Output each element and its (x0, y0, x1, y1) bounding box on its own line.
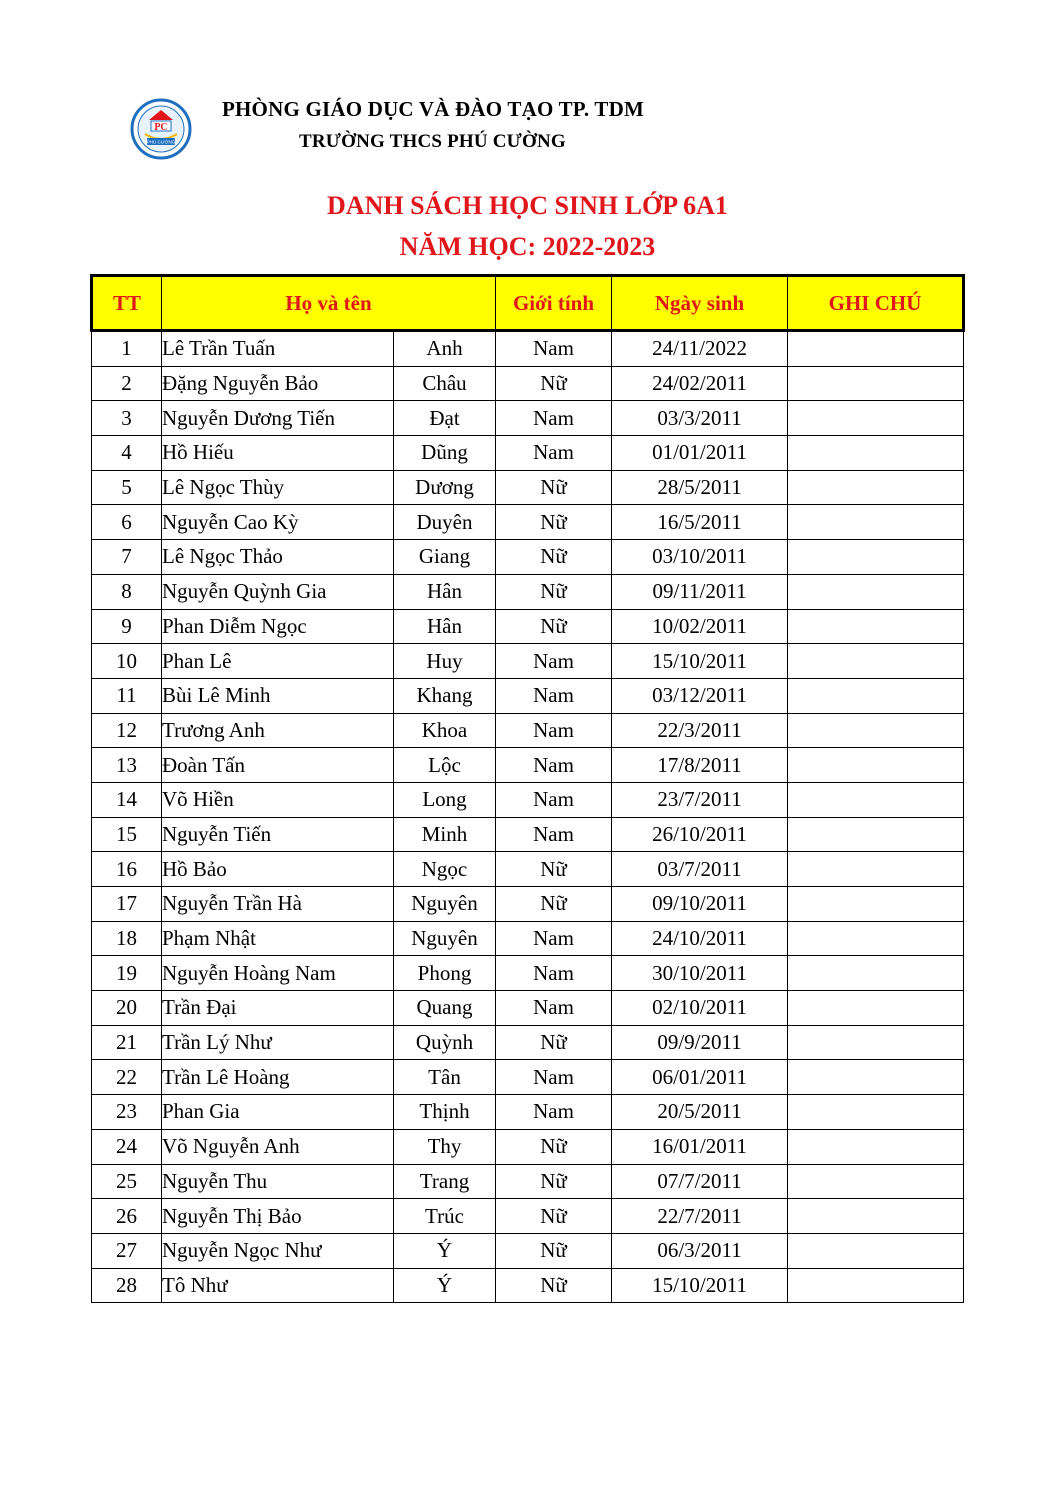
cell-given-name: Minh (394, 817, 496, 852)
cell-given-name: Lộc (394, 748, 496, 783)
cell-given-name: Phong (394, 956, 496, 991)
table-row (92, 817, 964, 852)
table-row (92, 609, 964, 644)
cell-given-name: Duyên (394, 505, 496, 540)
cell-dob: 17/8/2011 (612, 748, 788, 783)
cell-dob: 24/02/2011 (612, 366, 788, 401)
cell-dob: 20/5/2011 (612, 1095, 788, 1130)
cell-tt: 20 (92, 991, 162, 1026)
table-row (92, 956, 964, 991)
cell-family-name: Nguyễn Dương Tiến (162, 401, 394, 436)
cell-note (788, 574, 964, 609)
table-row (92, 921, 964, 956)
cell-note (788, 1095, 964, 1130)
cell-given-name: Ý (394, 1268, 496, 1303)
cell-given-name: Trúc (394, 1199, 496, 1234)
cell-note (788, 1060, 964, 1095)
cell-gender: Nữ (496, 852, 612, 887)
table-row (92, 852, 964, 887)
table-row (92, 644, 964, 679)
cell-gender: Nữ (496, 574, 612, 609)
table-row (92, 470, 964, 505)
cell-given-name: Hân (394, 574, 496, 609)
table-row (92, 505, 964, 540)
cell-dob: 02/10/2011 (612, 991, 788, 1026)
cell-family-name: Hồ Hiếu (162, 436, 394, 471)
cell-family-name: Đoàn Tấn (162, 748, 394, 783)
cell-given-name: Long (394, 782, 496, 817)
table-row (92, 1233, 964, 1268)
cell-family-name: Võ Nguyễn Anh (162, 1129, 394, 1164)
cell-tt: 13 (92, 748, 162, 783)
table-row (92, 1060, 964, 1095)
cell-gender: Nam (496, 678, 612, 713)
cell-note (788, 1164, 964, 1199)
school-logo-emblem-icon (127, 98, 195, 160)
cell-given-name: Ngọc (394, 852, 496, 887)
cell-tt: 2 (92, 366, 162, 401)
cell-gender: Nam (496, 1095, 612, 1130)
cell-family-name: Nguyễn Hoàng Nam (162, 956, 394, 991)
cell-gender: Nam (496, 713, 612, 748)
cell-tt: 26 (92, 1199, 162, 1234)
cell-family-name: Nguyễn Thị Bảo (162, 1199, 394, 1234)
department-name: PHÒNG GIÁO DỤC VÀ ĐÀO TẠO TP. TDM (222, 97, 644, 121)
cell-tt: 19 (92, 956, 162, 991)
cell-dob: 24/11/2022 (612, 331, 788, 367)
student-roster-table (90, 274, 965, 1303)
cell-gender: Nữ (496, 1268, 612, 1303)
cell-family-name: Nguyễn Cao Kỳ (162, 505, 394, 540)
cell-dob: 10/02/2011 (612, 609, 788, 644)
cell-dob: 22/3/2011 (612, 713, 788, 748)
school-name: TRƯỜNG THCS PHÚ CƯỜNG (299, 131, 566, 152)
cell-gender: Nữ (496, 1199, 612, 1234)
cell-gender: Nữ (496, 1129, 612, 1164)
cell-note (788, 644, 964, 679)
cell-dob: 09/9/2011 (612, 1025, 788, 1060)
cell-gender: Nữ (496, 1164, 612, 1199)
cell-gender: Nam (496, 817, 612, 852)
svg-text:PC: PC (154, 122, 168, 133)
cell-note (788, 470, 964, 505)
cell-family-name: Trần Đại (162, 991, 394, 1026)
cell-dob: 01/01/2011 (612, 436, 788, 471)
cell-tt: 22 (92, 1060, 162, 1095)
cell-note (788, 609, 964, 644)
cell-given-name: Dũng (394, 436, 496, 471)
cell-given-name: Nguyên (394, 887, 496, 922)
cell-dob: 03/7/2011 (612, 852, 788, 887)
cell-family-name: Đặng Nguyễn Bảo (162, 366, 394, 401)
cell-given-name: Tân (394, 1060, 496, 1095)
cell-gender: Nam (496, 331, 612, 367)
cell-tt: 7 (92, 540, 162, 575)
cell-dob: 24/10/2011 (612, 921, 788, 956)
cell-gender: Nữ (496, 887, 612, 922)
cell-family-name: Phan Diễm Ngọc (162, 609, 394, 644)
cell-gender: Nam (496, 748, 612, 783)
cell-tt: 23 (92, 1095, 162, 1130)
cell-note (788, 366, 964, 401)
cell-note (788, 1199, 964, 1234)
cell-note (788, 817, 964, 852)
table-row (92, 366, 964, 401)
cell-tt: 3 (92, 401, 162, 436)
cell-dob: 16/5/2011 (612, 505, 788, 540)
cell-family-name: Lê Trần Tuấn (162, 331, 394, 367)
cell-family-name: Phan Lê (162, 644, 394, 679)
cell-given-name: Nguyên (394, 921, 496, 956)
cell-dob: 06/3/2011 (612, 1233, 788, 1268)
table-row (92, 1095, 964, 1130)
cell-tt: 4 (92, 436, 162, 471)
table-row (92, 748, 964, 783)
cell-given-name: Khoa (394, 713, 496, 748)
cell-dob: 09/10/2011 (612, 887, 788, 922)
cell-given-name: Thịnh (394, 1095, 496, 1130)
cell-note (788, 782, 964, 817)
school-logo (127, 98, 195, 160)
cell-given-name: Thy (394, 1129, 496, 1164)
table-row (92, 1129, 964, 1164)
svg-text:PHÚ CƯỜNG: PHÚ CƯỜNG (146, 139, 176, 145)
cell-note (788, 991, 964, 1026)
cell-given-name: Huy (394, 644, 496, 679)
cell-given-name: Trang (394, 1164, 496, 1199)
cell-gender: Nữ (496, 470, 612, 505)
cell-note (788, 678, 964, 713)
document-title: DANH SÁCH HỌC SINH LỚP 6A1 (327, 191, 728, 220)
cell-note (788, 505, 964, 540)
cell-gender: Nữ (496, 1233, 612, 1268)
cell-family-name: Lê Ngọc Thùy (162, 470, 394, 505)
header-dob: Ngày sinh (612, 276, 788, 331)
cell-gender: Nam (496, 782, 612, 817)
cell-tt: 14 (92, 782, 162, 817)
cell-given-name: Đạt (394, 401, 496, 436)
cell-dob: 07/7/2011 (612, 1164, 788, 1199)
cell-family-name: Trương Anh (162, 713, 394, 748)
cell-tt: 27 (92, 1233, 162, 1268)
cell-family-name: Nguyễn Thu (162, 1164, 394, 1199)
cell-family-name: Hồ Bảo (162, 852, 394, 887)
cell-gender: Nữ (496, 366, 612, 401)
cell-gender: Nam (496, 401, 612, 436)
cell-note (788, 540, 964, 575)
cell-dob: 15/10/2011 (612, 644, 788, 679)
cell-dob: 03/3/2011 (612, 401, 788, 436)
cell-family-name: Nguyễn Tiến (162, 817, 394, 852)
header-note: GHI CHÚ (788, 276, 964, 331)
table-row (92, 678, 964, 713)
table-row (92, 782, 964, 817)
cell-family-name: Lê Ngọc Thảo (162, 540, 394, 575)
cell-gender: Nữ (496, 540, 612, 575)
cell-tt: 10 (92, 644, 162, 679)
cell-given-name: Châu (394, 366, 496, 401)
table-row (92, 574, 964, 609)
cell-given-name: Hân (394, 609, 496, 644)
cell-dob: 23/7/2011 (612, 782, 788, 817)
cell-note (788, 852, 964, 887)
cell-given-name: Quỳnh (394, 1025, 496, 1060)
cell-given-name: Quang (394, 991, 496, 1026)
cell-tt: 1 (92, 331, 162, 367)
cell-gender: Nam (496, 956, 612, 991)
cell-note (788, 887, 964, 922)
cell-tt: 28 (92, 1268, 162, 1303)
cell-family-name: Nguyễn Trần Hà (162, 887, 394, 922)
cell-note (788, 956, 964, 991)
cell-note (788, 1129, 964, 1164)
cell-given-name: Anh (394, 331, 496, 367)
cell-tt: 16 (92, 852, 162, 887)
cell-note (788, 1025, 964, 1060)
cell-dob: 28/5/2011 (612, 470, 788, 505)
cell-note (788, 1233, 964, 1268)
cell-note (788, 331, 964, 367)
table-row (92, 1164, 964, 1199)
cell-family-name: Nguyễn Quỳnh Gia (162, 574, 394, 609)
cell-note (788, 713, 964, 748)
cell-dob: 16/01/2011 (612, 1129, 788, 1164)
cell-gender: Nam (496, 436, 612, 471)
cell-given-name: Giang (394, 540, 496, 575)
cell-note (788, 1268, 964, 1303)
cell-tt: 25 (92, 1164, 162, 1199)
cell-tt: 21 (92, 1025, 162, 1060)
cell-dob: 03/10/2011 (612, 540, 788, 575)
cell-dob: 15/10/2011 (612, 1268, 788, 1303)
cell-dob: 06/01/2011 (612, 1060, 788, 1095)
cell-dob: 26/10/2011 (612, 817, 788, 852)
table-row (92, 540, 964, 575)
cell-note (788, 436, 964, 471)
cell-tt: 24 (92, 1129, 162, 1164)
cell-given-name: Dương (394, 470, 496, 505)
cell-note (788, 921, 964, 956)
table-row (92, 713, 964, 748)
cell-tt: 9 (92, 609, 162, 644)
table-header-row (92, 276, 964, 331)
cell-tt: 11 (92, 678, 162, 713)
cell-given-name: Ý (394, 1233, 496, 1268)
table-row (92, 331, 964, 367)
table-row (92, 401, 964, 436)
header-gender: Giới tính (496, 276, 612, 331)
table-row (92, 1199, 964, 1234)
cell-given-name: Khang (394, 678, 496, 713)
cell-note (788, 748, 964, 783)
cell-gender: Nam (496, 991, 612, 1026)
cell-tt: 17 (92, 887, 162, 922)
cell-family-name: Tô Như (162, 1268, 394, 1303)
table-row (92, 991, 964, 1026)
cell-dob: 30/10/2011 (612, 956, 788, 991)
cell-gender: Nữ (496, 1025, 612, 1060)
cell-family-name: Võ Hiền (162, 782, 394, 817)
cell-family-name: Phạm Nhật (162, 921, 394, 956)
cell-gender: Nam (496, 644, 612, 679)
cell-family-name: Bùi Lê Minh (162, 678, 394, 713)
cell-tt: 15 (92, 817, 162, 852)
cell-family-name: Trần Lý Như (162, 1025, 394, 1060)
cell-gender: Nam (496, 1060, 612, 1095)
header-name: Họ và tên (162, 276, 496, 331)
cell-tt: 5 (92, 470, 162, 505)
cell-tt: 12 (92, 713, 162, 748)
table-row (92, 887, 964, 922)
cell-family-name: Nguyễn Ngọc Như (162, 1233, 394, 1268)
table-body (92, 331, 964, 1303)
table-row (92, 436, 964, 471)
table-row (92, 1268, 964, 1303)
cell-tt: 18 (92, 921, 162, 956)
header-tt: TT (92, 276, 162, 331)
school-year: NĂM HỌC: 2022-2023 (399, 232, 656, 261)
cell-family-name: Phan Gia (162, 1095, 394, 1130)
cell-gender: Nữ (496, 609, 612, 644)
cell-dob: 09/11/2011 (612, 574, 788, 609)
cell-note (788, 401, 964, 436)
cell-gender: Nữ (496, 505, 612, 540)
cell-dob: 03/12/2011 (612, 678, 788, 713)
cell-tt: 8 (92, 574, 162, 609)
cell-tt: 6 (92, 505, 162, 540)
cell-family-name: Trần Lê Hoàng (162, 1060, 394, 1095)
cell-dob: 22/7/2011 (612, 1199, 788, 1234)
table-row (92, 1025, 964, 1060)
cell-gender: Nam (496, 921, 612, 956)
